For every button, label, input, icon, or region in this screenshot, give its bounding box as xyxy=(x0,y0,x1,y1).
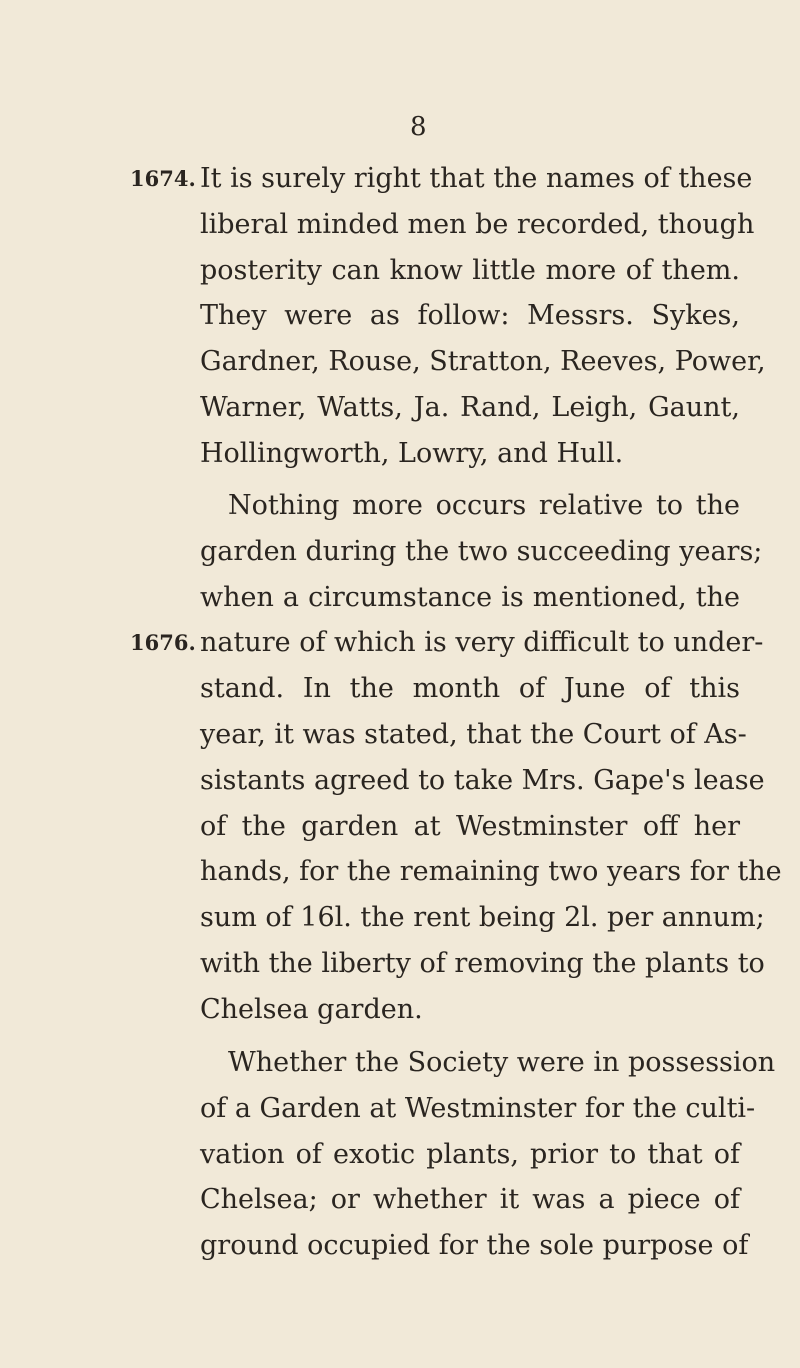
margin-year-1676: 1676. xyxy=(130,630,196,655)
text-line: Chelsea; or whether it was a piece of xyxy=(200,1184,740,1216)
text-line: garden during the two succeeding years; xyxy=(200,535,763,567)
text-line: Hollingworth, Lowry, and Hull. xyxy=(200,437,624,469)
text-line: nature of which is very difficult to under- xyxy=(200,627,764,659)
text-line: ground occupied for the sole purpose of xyxy=(200,1230,749,1262)
text-line: Warner, Watts, Ja. Rand, Leigh, Gaunt, xyxy=(200,391,740,423)
text-line: sistants agreed to take Mrs. Gape's lease xyxy=(200,764,765,796)
text-line: Chelsea garden. xyxy=(200,993,423,1025)
text-line: sum of 16l. the rent being 2l. per annum; xyxy=(200,902,765,934)
text-line: of the garden at Westminster off her xyxy=(200,810,740,842)
text-line: vation of exotic plants, prior to that of xyxy=(200,1138,740,1170)
text-line: year, it was stated, that the Court of As- xyxy=(200,718,747,750)
margin-year-1674: 1674. xyxy=(130,166,196,191)
paragraph-garden-lease xyxy=(200,483,782,1033)
text-line: hands, for the remaining two years for the xyxy=(200,856,782,888)
text-line: Nothing more occurs relative to the xyxy=(228,490,740,521)
text-line: It is surely right that the names of these xyxy=(200,163,753,194)
text-line: They were as follow: Messrs. Sykes, xyxy=(200,300,740,332)
page-number: 8 xyxy=(410,112,428,142)
text-line: Whether the Society were in possession xyxy=(228,1047,776,1078)
text-line: Gardner, Rouse, Stratton, Reeves, Power, xyxy=(200,346,766,378)
text-line: of a Garden at Westminster for the culti- xyxy=(200,1092,756,1124)
text-line: posterity can know little more of them. xyxy=(200,254,740,286)
text-line: liberal minded men be recorded, though xyxy=(200,208,755,240)
text-line: with the liberty of removing the plants to xyxy=(200,947,765,979)
text-line: when a circumstance is mentioned, the xyxy=(200,581,740,613)
paragraph-names xyxy=(200,156,766,477)
paragraph-westminster-garden xyxy=(200,1040,776,1269)
text-line: stand. In the month of June of this xyxy=(200,673,740,705)
